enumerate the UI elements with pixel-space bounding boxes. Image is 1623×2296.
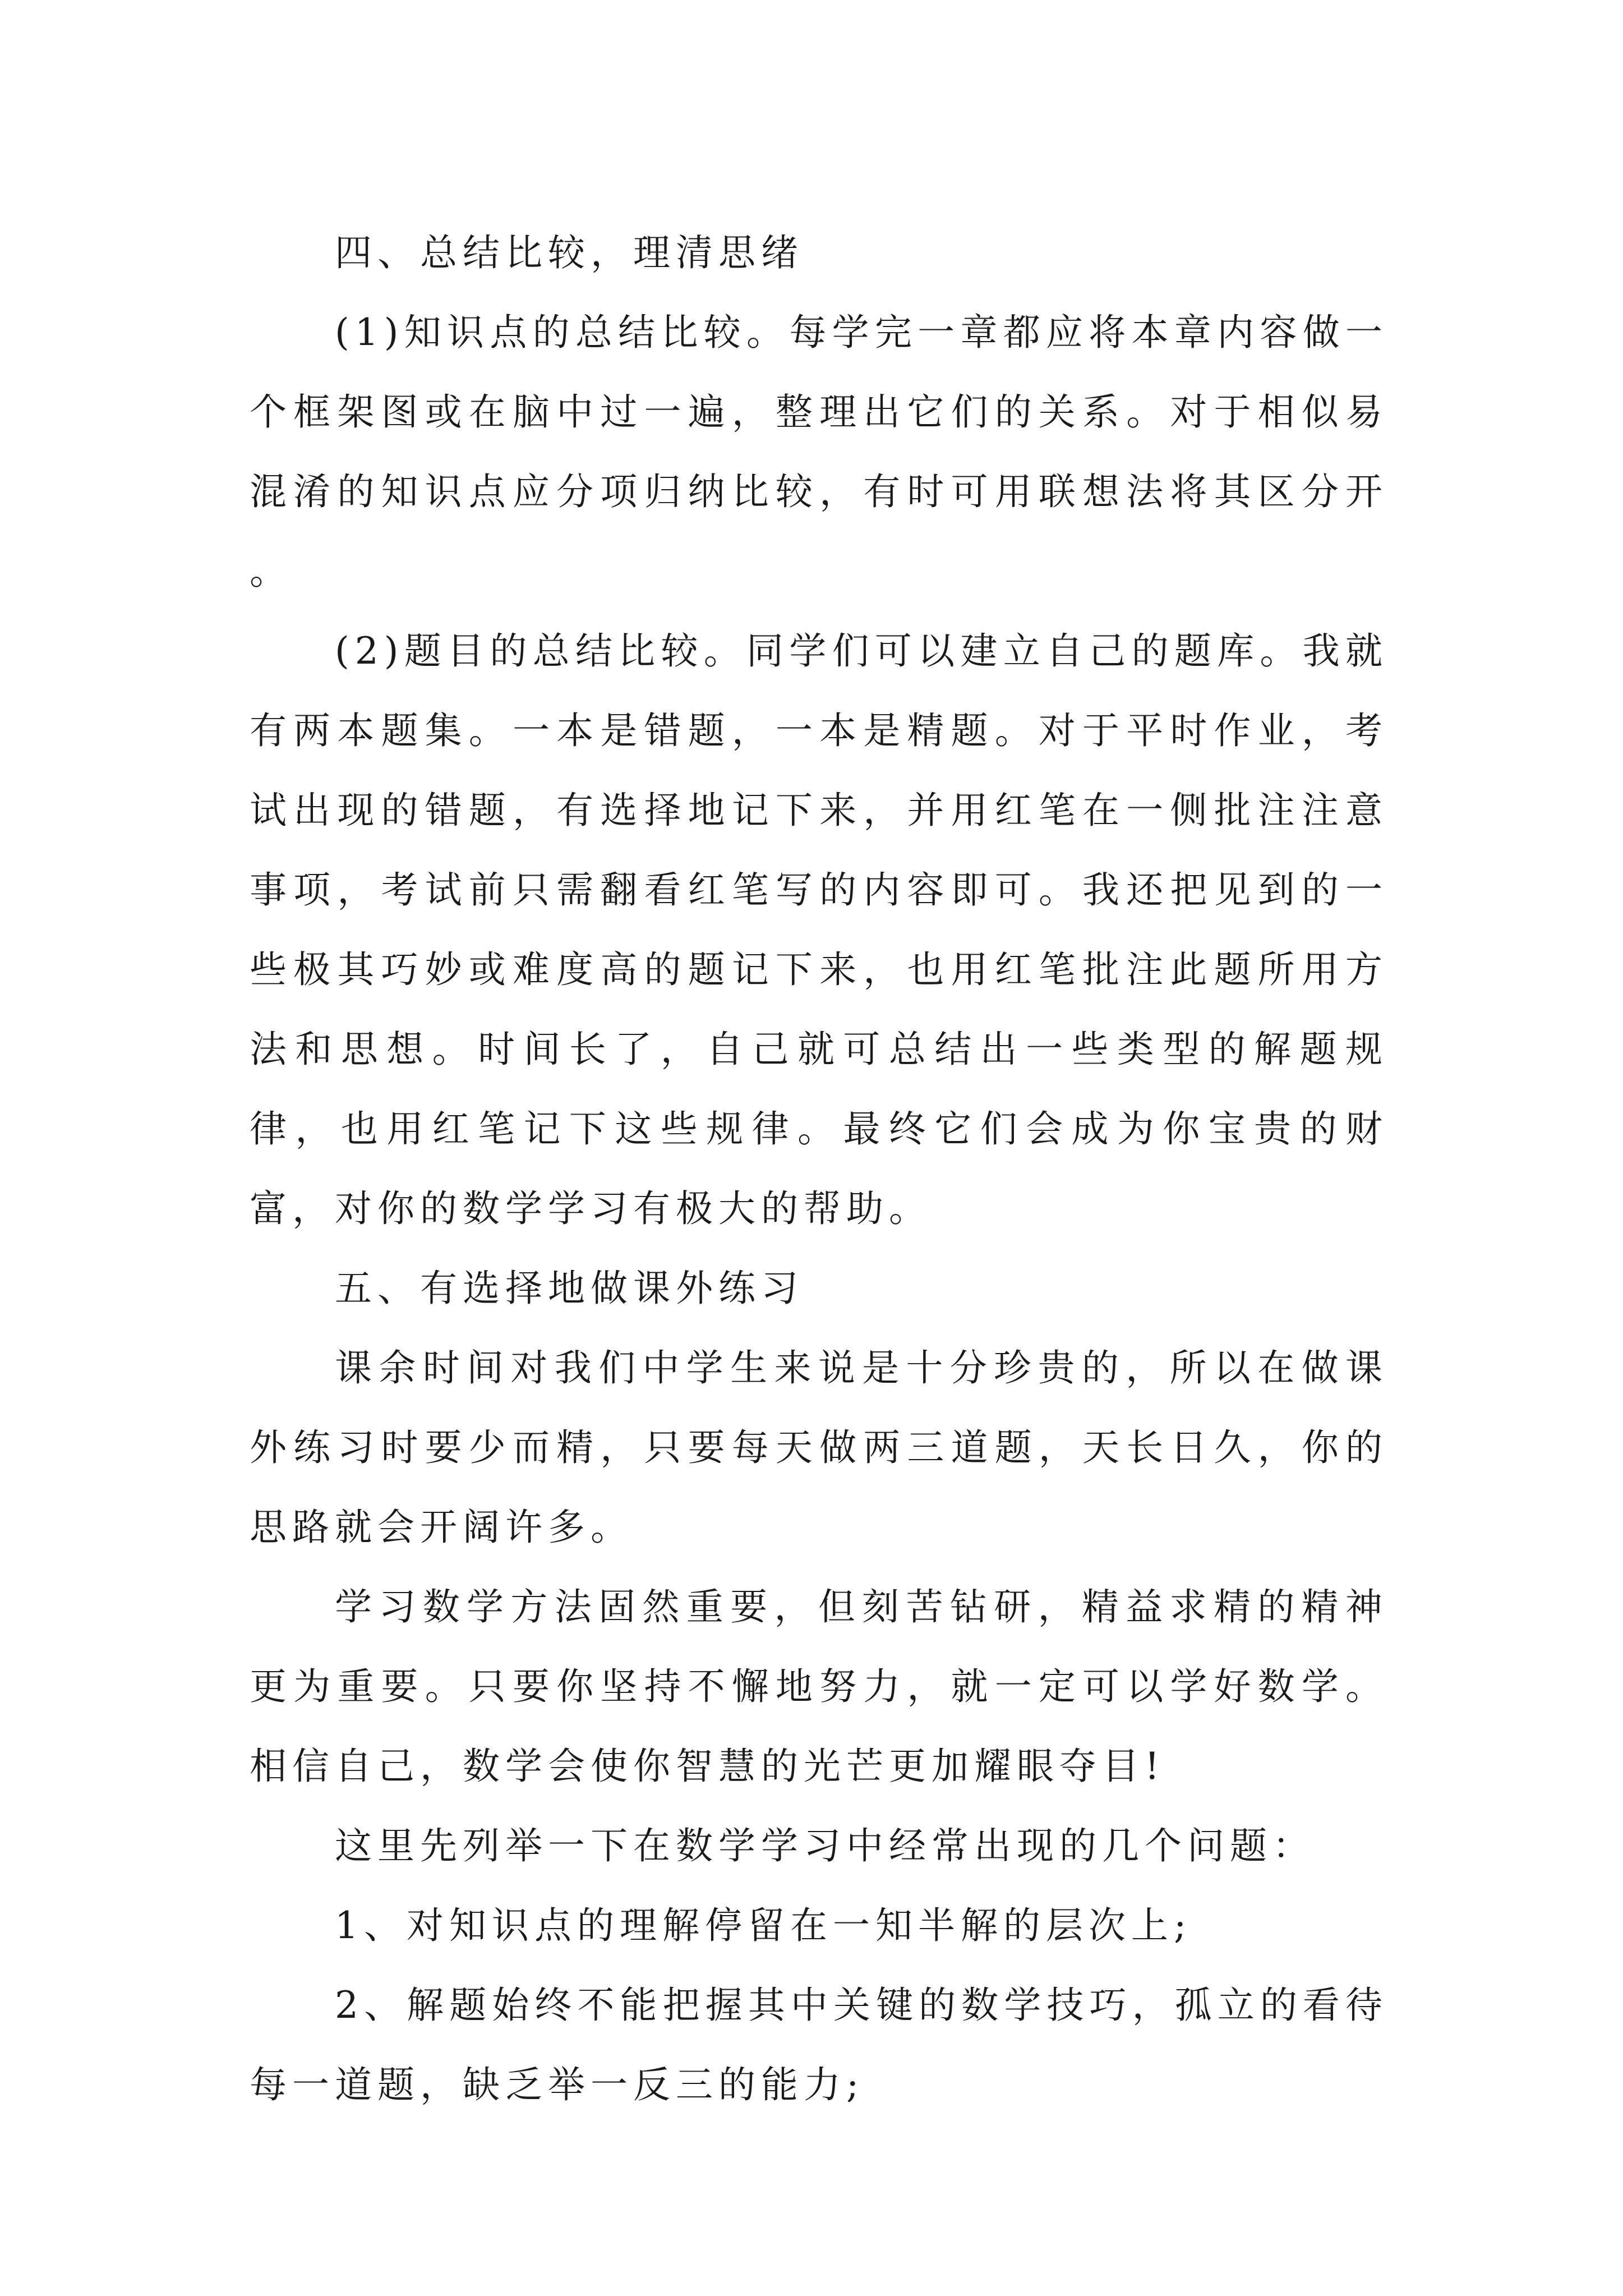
paragraph-common-problems-intro: 这里先列举一下在数学学习中经常出现的几个问题： — [335, 1824, 1315, 1867]
paragraph-question-summary: (2)题目的总结比较。同学们可以建立自己的题库。我就有两本题集。一本是错题，一本是精题。对于平时作业，考试出现的错题，有选择地记下来，并用红笔在一侧批注注意事项，考试前只需翻看红笔写的内容即可。我还把见到的一些极其巧妙或难度高的题记下来，也用红笔批注此题所用方法和思想。时间长了，自己就可总结出一些类型的解题规律，也用红笔记下这些规律。最终它们会成为你宝贵的财富，对你的数学学习有极大的帮助。 — [250, 629, 1388, 1230]
paragraph-perseverance: 学习数学方法固然重要，但刻苦钻研，精益求精的精神更为重要。只要你坚持不懈地努力，就一定可以学好数学。相信自己，数学会使你智慧的光芒更加耀眼夺目! — [250, 1585, 1388, 1788]
paragraph-knowledge-summary: (1)知识点的总结比较。每学完一章都应将本章内容做一个框架图或在脑中过一遍，整理出它们的关系。对于相似易混淆的知识点应分项归纳比较，有时可用联想法将其区分开 。 — [250, 311, 1388, 593]
paragraph-extra-practice: 课余时间对我们中学生来说是十分珍贵的，所以在做课外练习时要少而精，只要每天做两三道题，天长日久，你的思路就会开阔许多。 — [250, 1346, 1388, 1549]
list-item-problem-1: 1、对知识点的理解停留在一知半解的层次上; — [335, 1904, 1192, 1947]
document-body — [250, 213, 1388, 2125]
list-item-problem-2: 2、解题始终不能把握其中关键的数学技巧，孤立的看待每一道题，缺乏举一反三的能力; — [250, 1984, 1388, 2106]
section-heading-5: 五、有选择地做课外练习 — [335, 1267, 804, 1310]
section-heading-4: 四、总结比较，理清思绪 — [335, 231, 804, 274]
